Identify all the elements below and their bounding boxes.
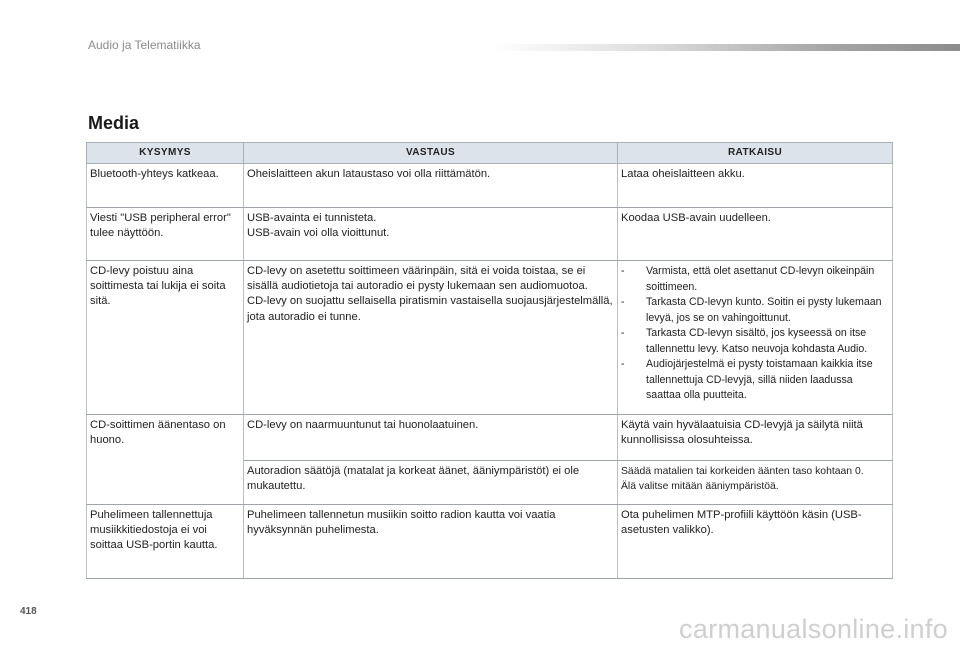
list-item: - Tarkasta CD-levyn kunto. Soitin ei pysty lukemaan levyä, jos se on vahingoittunut. xyxy=(621,296,882,324)
header-decorative-bar xyxy=(490,44,960,51)
section-title: Media xyxy=(88,113,140,133)
troubleshooting-table xyxy=(86,142,893,579)
list-item: - Varmista, että olet asettanut CD-levyn oikeinpäin soittimeen. xyxy=(621,265,875,293)
answer-cell: Autoradion säätöjä (matalat ja korkeat äänet, ääniympäristöt) ei ole mukautettu. xyxy=(244,461,618,505)
table-header-row xyxy=(87,143,893,164)
answer-cell: Oheislaitteen akun lataustaso voi olla riittämätön. xyxy=(244,164,618,208)
question-cell: Puhelimeen tallennettuja musiikkitiedostoja ei voi soittaa USB-portin kautta. xyxy=(87,505,244,579)
question-cell: CD-levy poistuu aina soittimesta tai lukija ei soita sitä. xyxy=(87,261,244,415)
answer-cell: CD-levy on asetettu soittimeen väärinpäin, sitä ei voida toistaa, se ei sisällä audiotietoja tai autoradio ei pysty lukemaan sen audiomuotoa. CD-levy on suojattu sellaisella piratismin vastaisella suojausjärjestelmällä, jota autoradio ei tunne. xyxy=(244,261,618,415)
table-row xyxy=(87,164,893,208)
solution-cell: Käytä vain hyvälaatuisia CD-levyjä ja säilytä niitä kunnollisissa olosuhteissa. xyxy=(618,415,893,461)
table-row xyxy=(87,208,893,261)
question-cell: Bluetooth-yhteys katkeaa. xyxy=(87,164,244,208)
list-item: - Audiojärjestelmä ei pysty toistamaan kaikkia itse tallennettuja CD-levyjä, sillä niiden laadussa saattaa olla puutteita. xyxy=(621,358,873,401)
solution-cell xyxy=(618,261,893,415)
answer-cell: CD-levy on naarmuuntunut tai huonolaatuinen. xyxy=(244,415,618,461)
answer-cell: Puhelimeen tallennetun musiikin soitto radion kautta voi vaatia hyväksynnän puhelimesta. xyxy=(244,505,618,579)
list-item: - Tarkasta CD-levyn sisältö, jos kyseessä on itse tallennettu levy. Katso neuvoja kohdasta Audio. xyxy=(621,327,868,355)
column-header-answer: VASTAUS xyxy=(244,143,618,164)
watermark: carmanualsonline.info xyxy=(679,614,948,644)
page-number: 418 xyxy=(20,606,37,617)
question-cell: Viesti "USB peripheral error" tulee näyttöön. xyxy=(87,208,244,261)
solution-cell: Ota puhelimen MTP-profiili käyttöön käsin (USB-asetusten valikko). xyxy=(618,505,893,579)
header-title: Audio ja Telematiikka xyxy=(88,38,201,52)
table-row xyxy=(87,415,893,461)
solution-cell: Lataa oheislaitteen akku. xyxy=(618,164,893,208)
column-header-solution: RATKAISU xyxy=(618,143,893,164)
solution-cell: Koodaa USB-avain uudelleen. xyxy=(618,208,893,261)
column-header-question: KYSYMYS xyxy=(87,143,244,164)
solution-cell: Säädä matalien tai korkeiden äänten taso kohtaan 0. Älä valitse mitään ääniympäristöä. xyxy=(618,461,893,505)
question-cell: CD-soittimen äänentaso on huono. xyxy=(87,415,244,505)
solution-list xyxy=(621,264,888,404)
table-row xyxy=(87,505,893,579)
table-row xyxy=(87,261,893,415)
answer-cell: USB-avainta ei tunnisteta. USB-avain voi olla vioittunut. xyxy=(244,208,618,261)
